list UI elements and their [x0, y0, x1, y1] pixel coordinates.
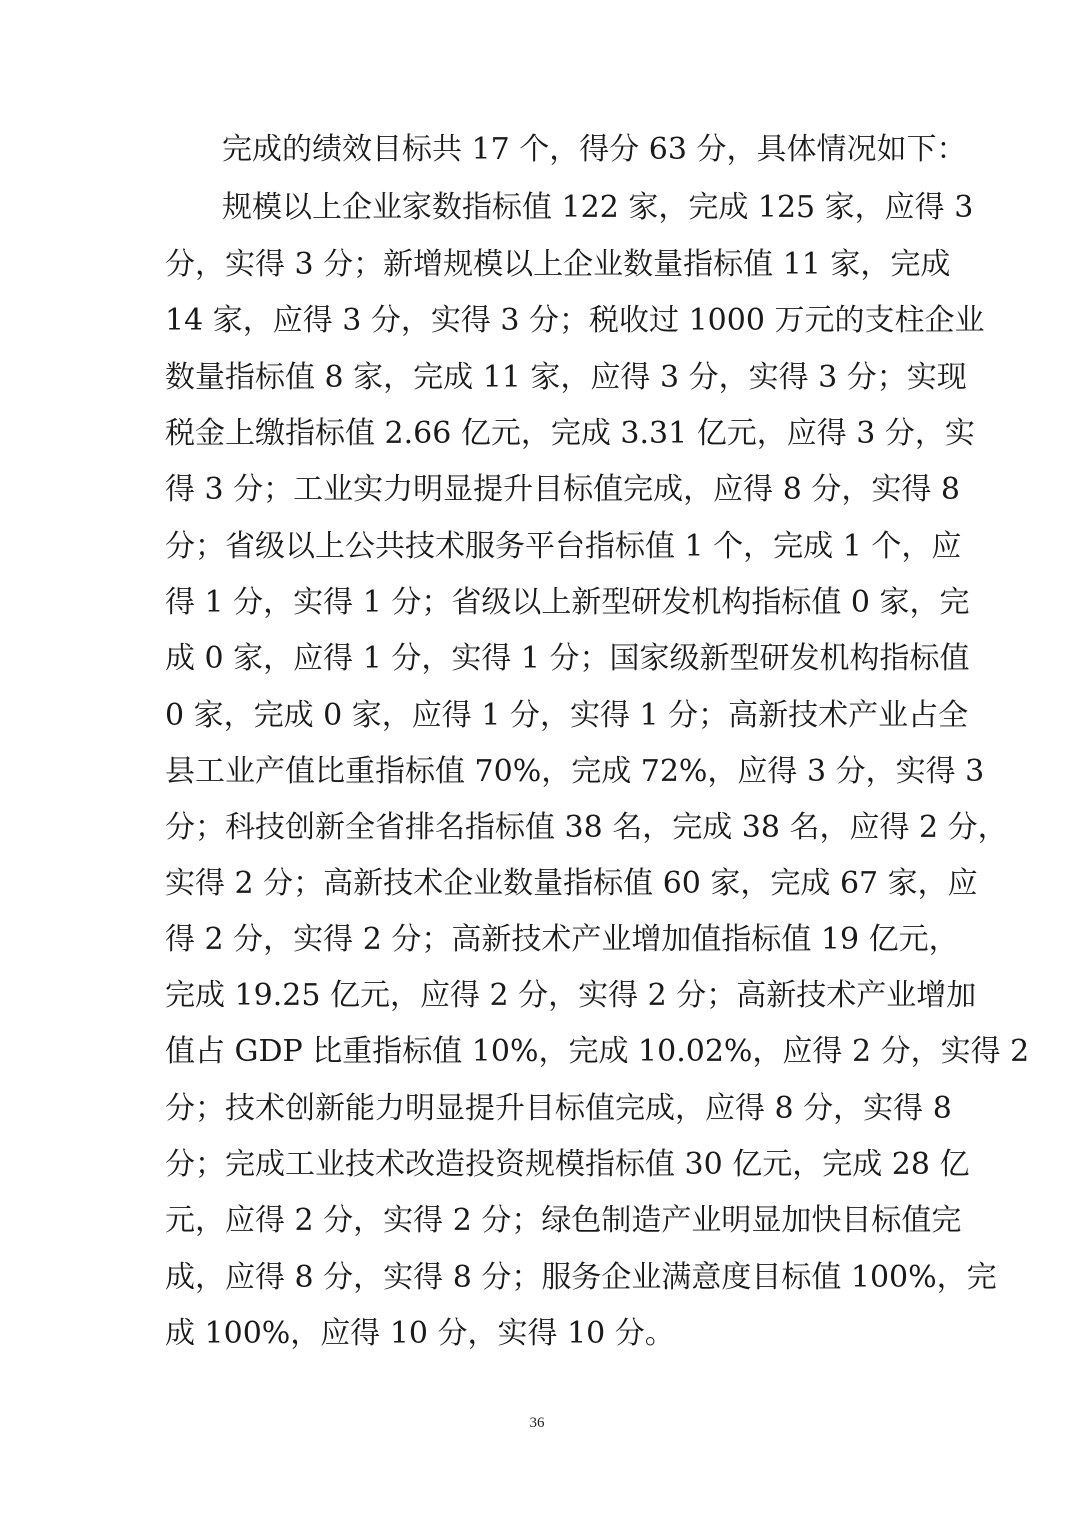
paragraph-line: 县工业产值比重指标值 70%，完成 72%，应得 3 分，实得 3	[165, 754, 985, 789]
paragraph-line: 元，应得 2 分，实得 2 分；绿色制造产业明显加快目标值完	[165, 1203, 962, 1238]
paragraph-line: 得 2 分，实得 2 分；高新技术产业增加值指标值 19 亿元，	[165, 922, 959, 957]
paragraph-line: 分，实得 3 分；新增规模以上企业数量指标值 11 家，完成	[165, 247, 951, 282]
paragraph-line: 分；完成工业技术改造投资规模指标值 30 亿元，完成 28 亿	[165, 1147, 970, 1182]
paragraph-line: 成 0 家，应得 1 分，实得 1 分；国家级新型研发机构指标值	[165, 641, 970, 676]
paragraph-line: 数量指标值 8 家，完成 11 家，应得 3 分，实得 3 分；实现	[165, 360, 967, 395]
paragraph-line: 分；技术创新能力明显提升目标值完成，应得 8 分，实得 8	[165, 1091, 952, 1126]
paragraph-line: 分；省级以上公共技术服务平台指标值 1 个，完成 1 个，应	[165, 529, 962, 564]
paragraph-last-line: 成 100%，应得 10 分，实得 10 分。	[165, 1316, 675, 1351]
paragraph-line: 实得 2 分；高新技术企业数量指标值 60 家，完成 67 家，应	[165, 866, 978, 901]
paragraph-line: 得 1 分，实得 1 分；省级以上新型研发机构指标值 0 家，完	[165, 585, 970, 620]
summary-line: 完成的绩效目标共 17 个，得分 63 分，具体情况如下：	[222, 132, 967, 167]
page-number: 36	[529, 1415, 545, 1431]
paragraph-line: 成，应得 8 分，实得 8 分；服务企业满意度目标值 100%，完	[165, 1260, 997, 1295]
paragraph-line: 完成 19.25 亿元，应得 2 分，实得 2 分；高新技术产业增加	[165, 978, 977, 1013]
paragraph-line: 14 家，应得 3 分，实得 3 分；税收过 1000 万元的支柱企业	[165, 303, 985, 338]
paragraph-line: 分；科技创新全省排名指标值 38 名，完成 38 名，应得 2 分，	[165, 810, 1008, 845]
paragraph-line: 规模以上企业家数指标值 122 家，完成 125 家，应得 3	[222, 190, 974, 225]
paragraph-line: 值占 GDP 比重指标值 10%，完成 10.02%，应得 2 分，实得 2	[165, 1034, 1030, 1069]
paragraph-line: 得 3 分；工业实力明显提升目标值完成，应得 8 分，实得 8	[165, 472, 960, 507]
paragraph-line: 0 家，完成 0 家，应得 1 分，实得 1 分；高新技术产业占全	[165, 698, 969, 733]
paragraph-line: 税金上缴指标值 2.66 亿元，完成 3.31 亿元，应得 3 分，实	[165, 416, 975, 451]
